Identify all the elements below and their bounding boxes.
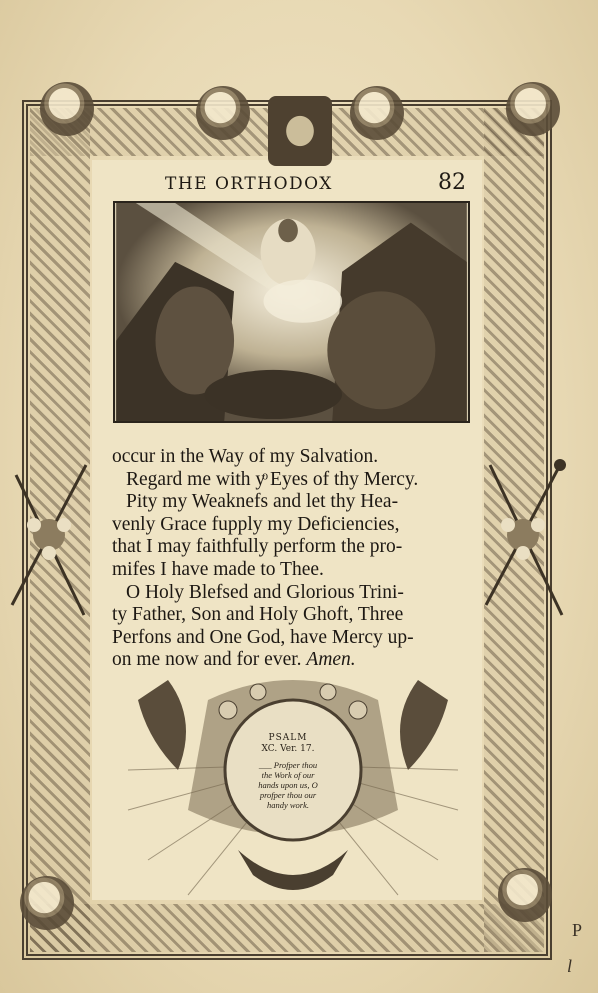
text-line: on me now and for ever. (112, 649, 302, 671)
text-line: O Holy Blefsed and Glorious Trini- (126, 581, 404, 603)
prayer-text (112, 446, 472, 672)
verse-line: ___ Profper thou (258, 760, 318, 770)
running-head: THE ORTHODOX (165, 174, 333, 194)
cherub-icon (40, 82, 94, 136)
text-line: Regard me with yͦ Eyes of thy Mercy. (126, 468, 419, 490)
crossed-instruments-right-icon (478, 455, 568, 625)
psalm-reference: XC. Ver. 17. (261, 744, 315, 754)
page-number: 82 (438, 170, 466, 195)
psalm-inscription (238, 733, 338, 810)
margin-mark: P (572, 920, 583, 940)
amen-word: Amen. (306, 649, 356, 671)
text-line: ty Father, Son and Holy Ghoft, Three (112, 604, 404, 626)
crossed-instruments-left-icon (4, 455, 94, 625)
psalm-verse (238, 760, 338, 810)
text-line: that I may faithfully perform the pro- (112, 536, 403, 558)
text-line: Perfons and One God, have Mercy up- (112, 626, 414, 648)
text-line: mifes I have made to Thee. (112, 558, 324, 580)
text-line: Pity my Weaknefs and let thy Hea- (126, 491, 399, 513)
veil-of-veronica-icon (268, 96, 332, 166)
verse-line: handy work. (266, 800, 310, 810)
pentecost-engraving-illustration (113, 201, 470, 423)
margin-mark: l (567, 956, 573, 976)
verse-line: the Work of our (261, 770, 315, 780)
cherub-icon (506, 82, 560, 136)
text-line: occur in the Way of my Salvation. (112, 446, 379, 467)
verse-line: profper thou our (259, 790, 317, 800)
cherub-icon (350, 86, 404, 140)
psalm-title: PSALM (268, 733, 308, 743)
verse-line: hands upon us, O (258, 780, 318, 790)
cherub-icon (196, 86, 250, 140)
cherub-icon (498, 868, 552, 922)
cherub-icon (20, 876, 74, 930)
text-line: venly Grace fupply my Deficiencies, (112, 513, 400, 535)
